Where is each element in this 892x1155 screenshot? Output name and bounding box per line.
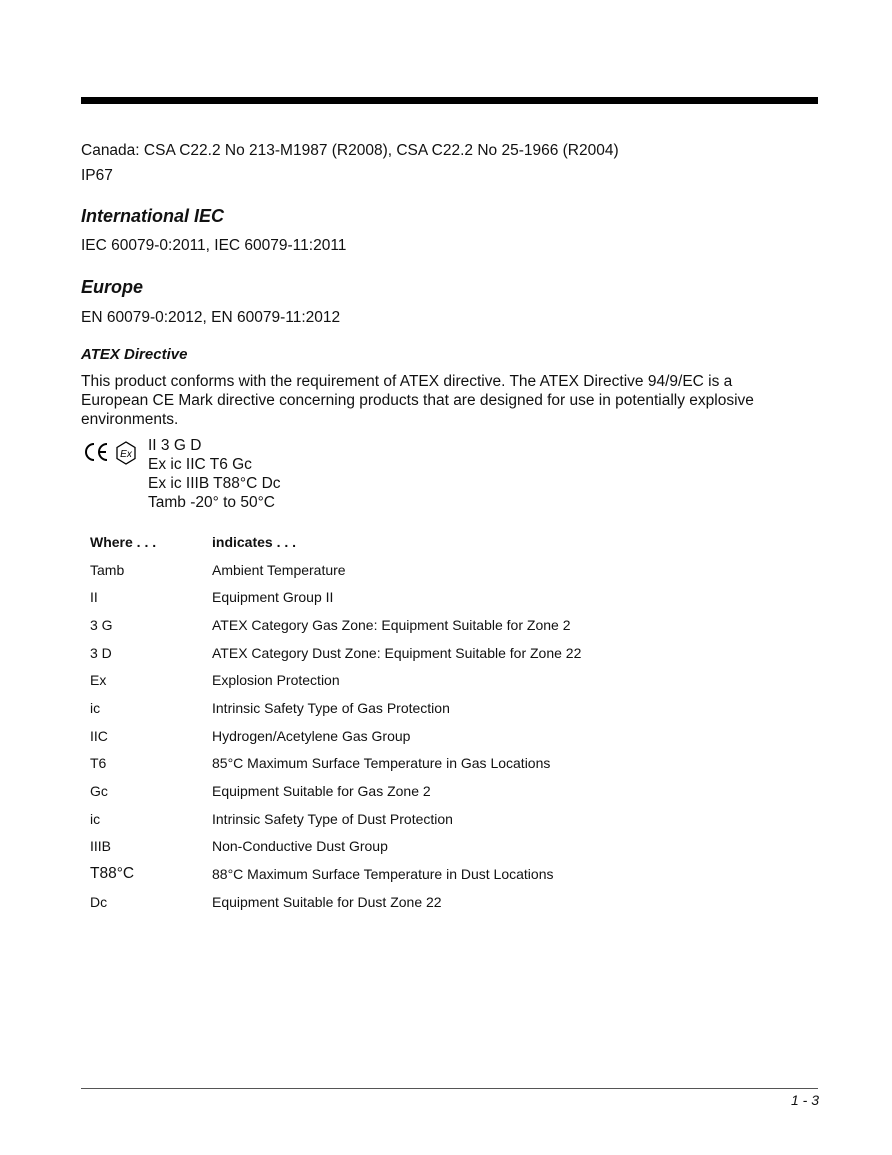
table-row	[82, 722, 589, 750]
marking-line: II 3 G D	[148, 437, 202, 454]
heading-international-iec: International IEC	[81, 206, 225, 226]
page-number: 1 - 3	[790, 1092, 819, 1108]
table-row	[82, 833, 589, 861]
table-cell-meaning: 85°C Maximum Surface Temperature in Gas Locations	[212, 755, 551, 772]
ex-hexagon-icon	[114, 440, 138, 466]
iec-standards-line: IEC 60079-0:2011, IEC 60079-11:2011	[81, 237, 347, 254]
table-cell-code: T6	[90, 755, 107, 772]
table-row	[82, 805, 589, 833]
column-header-indicates: indicates . . .	[212, 533, 297, 550]
table-cell-meaning: Equipment Suitable for Gas Zone 2	[212, 783, 431, 800]
table-cell-meaning: 88°C Maximum Surface Temperature in Dust Locations	[212, 866, 554, 883]
footer-rule	[81, 1088, 818, 1089]
table-cell-code: Ex	[90, 672, 107, 689]
marking-line: Tamb -20° to 50°C	[148, 494, 275, 511]
table-row	[82, 860, 589, 888]
table-row	[82, 750, 589, 778]
table-cell-meaning: Hydrogen/Acetylene Gas Group	[212, 727, 411, 744]
table-cell-code: 3 D	[90, 644, 112, 661]
table-cell-meaning: ATEX Category Gas Zone: Equipment Suitable for Zone 2	[212, 616, 571, 633]
table-header-row	[82, 528, 589, 556]
table-row	[82, 611, 589, 639]
table-cell-code: ic	[90, 699, 101, 716]
table-cell-code: Dc	[90, 893, 108, 910]
heading-atex-directive: ATEX Directive	[81, 346, 188, 363]
marking-line: Ex ic IIC T6 Gc	[148, 456, 252, 473]
marking-legend-table	[82, 528, 589, 916]
table-cell-code: Tamb	[90, 561, 125, 578]
column-header-where: Where . . .	[90, 533, 157, 550]
table-row	[82, 777, 589, 805]
ex-mark-text: Ex	[120, 449, 132, 460]
certification-marks	[82, 440, 142, 466]
table-cell-meaning: Equipment Suitable for Dust Zone 22	[212, 893, 442, 910]
table-cell-code: IIC	[90, 727, 108, 744]
europe-standards-line: EN 60079-0:2012, EN 60079-11:2012	[81, 309, 341, 326]
table-cell-meaning: Explosion Protection	[212, 672, 340, 689]
table-cell-code: Gc	[90, 783, 108, 800]
table-row	[82, 888, 589, 916]
table-cell-code: ic	[90, 810, 101, 827]
table-cell-code: 3 G	[90, 616, 113, 633]
header-rule	[81, 97, 818, 104]
table-row	[82, 666, 589, 694]
table-cell-meaning: Non-Conductive Dust Group	[212, 838, 388, 855]
heading-europe: Europe	[81, 277, 144, 297]
table-cell-code: II	[90, 589, 98, 606]
table-cell-code: T88°C	[90, 865, 135, 883]
table-cell-code: IIIB	[90, 838, 112, 855]
canada-standards-line: Canada: CSA C22.2 No 213-M1987 (R2008), CSA C22.2 No 25-1966 (R2004)	[81, 142, 619, 159]
table-cell-meaning: Ambient Temperature	[212, 561, 346, 578]
marking-line: Ex ic IIIB T88°C Dc	[148, 475, 281, 492]
ip-rating: IP67	[81, 167, 113, 184]
table-cell-meaning: ATEX Category Dust Zone: Equipment Suitable for Zone 22	[212, 644, 582, 661]
atex-marking-block	[148, 436, 281, 512]
table-row	[82, 556, 589, 584]
table-cell-meaning: Equipment Group II	[212, 589, 334, 606]
table-row	[82, 639, 589, 667]
table-row	[82, 583, 589, 611]
table-cell-meaning: Intrinsic Safety Type of Gas Protection	[212, 699, 450, 716]
atex-paragraph: This product conforms with the requirement of ATEX directive. The ATEX Directive 94/9/EC is a European CE Mark directive concerning products that are designed for use in potentially explosive environments.	[81, 373, 754, 428]
table-row	[82, 694, 589, 722]
table-cell-meaning: Intrinsic Safety Type of Dust Protection	[212, 810, 453, 827]
